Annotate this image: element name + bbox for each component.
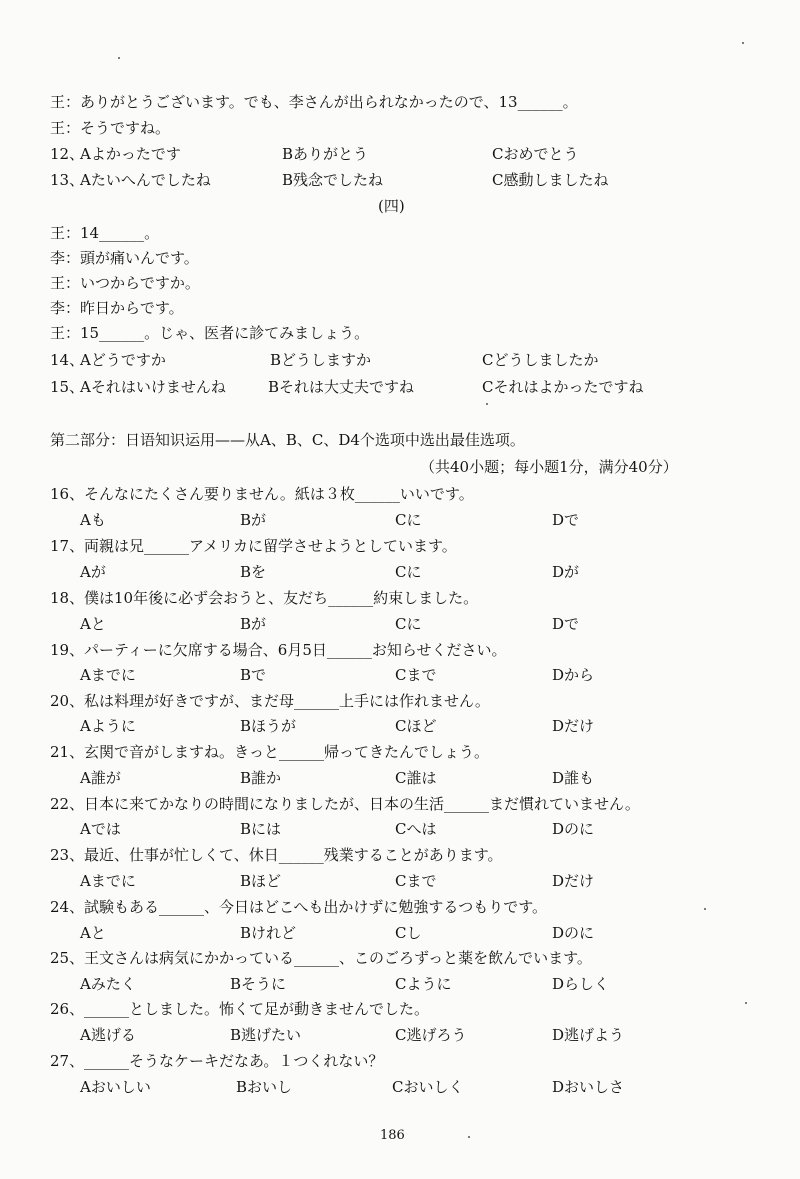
question-text: 日本に来てかなりの時間になりましたが、日本の生活______まだ慣れていません。 (84, 795, 640, 813)
option-b: Bどうしますか (270, 351, 372, 369)
option-b: Bそうに (230, 975, 287, 993)
options-row (0, 714, 800, 738)
options-row (0, 869, 800, 893)
question-text: 王文さんは病気にかかっている______、このごろずっと薬を飲んでいます。 (84, 949, 592, 967)
option-a: Aまでに (80, 872, 136, 890)
option-c: Cどうしましたか (482, 351, 599, 369)
question-number: 24、 (50, 898, 85, 916)
question-stem (0, 792, 800, 816)
question-stem (0, 586, 800, 610)
option-d: Dおいしさ (552, 1078, 625, 1096)
option-b: Bありがとう (282, 145, 369, 163)
option-a: Aたいへんでしたね (80, 171, 211, 189)
question-stem (0, 946, 800, 970)
question-text: 試験もある______、今日はどこへも出かけずに勉強するつもりです。 (84, 898, 548, 916)
option-c: Cまで (395, 666, 437, 684)
question-number: 12、 (50, 145, 85, 163)
options-row (0, 663, 800, 687)
question-stem (0, 638, 800, 662)
question-number: 21、 (50, 743, 85, 761)
option-c: Cに (395, 615, 422, 633)
scan-speck (118, 57, 120, 59)
speaker-label: 李： (50, 249, 81, 267)
question-stem (0, 1049, 800, 1073)
part-heading-row (0, 428, 800, 452)
option-d: Dで (552, 511, 580, 529)
option-d: Dで (552, 615, 580, 633)
option-b: Bほど (240, 872, 282, 890)
option-c: C逃げろう (395, 1026, 467, 1044)
part-title: 第二部分：日语知识运用——从A、B、C、D4个选项中选出最佳选项。 (50, 431, 525, 449)
option-c: Cへは (395, 820, 437, 838)
question-stem (0, 534, 800, 558)
option-d: Dだけ (552, 717, 595, 735)
question-number: 19、 (50, 641, 85, 659)
question-number: 20、 (50, 692, 85, 710)
question-number: 25、 (50, 949, 85, 967)
dialogue-text: ありがとうございます。でも、李さんが出られなかったので、13______。 (80, 93, 578, 111)
speaker-label: 王： (50, 324, 81, 342)
dialogue-line (0, 246, 800, 270)
scan-speck (486, 403, 488, 405)
option-a: Aみたく (80, 975, 136, 993)
option-c: C誰は (395, 769, 437, 787)
speaker-label: 王： (50, 274, 81, 292)
part-score-note: （共40小题；每小题1分，满分40分） (420, 458, 678, 476)
option-a: A誰が (80, 769, 121, 787)
question-row (0, 348, 800, 372)
dialogue-text: いつからですか。 (80, 274, 200, 292)
option-b: Bそれは大丈夫ですね (268, 378, 415, 396)
option-a: Aと (80, 924, 106, 942)
option-b: B逃げたい (230, 1026, 302, 1044)
dialogue-line (0, 116, 800, 140)
question-stem (0, 740, 800, 764)
options-row (0, 817, 800, 841)
question-text: 両親は兄______アメリカに留学させようとしています。 (84, 537, 457, 555)
option-a: Aよかったです (80, 145, 181, 163)
question-text: 私は料理が好きですが、まだ母______上手には作れません。 (84, 692, 490, 710)
option-c: Cに (395, 563, 422, 581)
speaker-label: 王： (50, 119, 81, 137)
option-c: Cほど (395, 717, 437, 735)
dialogue-line (0, 271, 800, 295)
options-row (0, 612, 800, 636)
question-stem (0, 895, 800, 919)
question-number: 23、 (50, 846, 85, 864)
option-b: Bを (240, 563, 267, 581)
option-b: B残念でしたね (282, 171, 384, 189)
option-b: Bが (240, 511, 267, 529)
options-row (0, 1023, 800, 1047)
speaker-label: 李： (50, 299, 81, 317)
option-d: D逃げよう (552, 1026, 625, 1044)
option-d: Dだけ (552, 872, 595, 890)
option-b: B誰か (240, 769, 282, 787)
option-a: Aも (80, 511, 106, 529)
question-number: 14、 (50, 351, 85, 369)
dialogue-line (0, 90, 800, 114)
option-c: Cに (395, 511, 422, 529)
option-a: Aそれはいけませんね (80, 378, 226, 396)
option-a: Aまでに (80, 666, 136, 684)
dialogue-text: 昨日からです。 (80, 299, 184, 317)
question-text: パーティーに欠席する場合、6月5日______お知らせください。 (84, 641, 507, 659)
option-b: Bけれど (240, 924, 297, 942)
question-number: 22、 (50, 795, 85, 813)
dialogue-text: そうですね。 (80, 119, 171, 137)
question-text: 玄関で音がしますね。きっと______帰ってきたんでしょう。 (84, 743, 490, 761)
option-c: Cそれはよかったですね (482, 378, 644, 396)
option-c: C感動しましたね (492, 171, 609, 189)
option-c: Cし (395, 924, 422, 942)
option-d: Dらしく (552, 975, 610, 993)
option-d: D誰も (552, 769, 595, 787)
option-a: Aと (80, 615, 106, 633)
options-row (0, 508, 800, 532)
question-stem (0, 689, 800, 713)
question-number: 27、 (50, 1052, 85, 1070)
section-heading-row (0, 194, 800, 218)
dialogue-text: 頭が痛いんです。 (80, 249, 199, 267)
option-b: Bで (240, 666, 267, 684)
options-row (0, 972, 800, 996)
options-row (0, 766, 800, 790)
dialogue-line (0, 321, 800, 345)
option-b: Bには (240, 820, 282, 838)
options-row (0, 560, 800, 584)
option-a: A逃げる (80, 1026, 136, 1044)
question-stem (0, 997, 800, 1021)
option-c: Cおめでとう (492, 145, 579, 163)
question-text: ______としました。怖くて足が動きませんでした。 (84, 1000, 430, 1018)
option-d: Dから (552, 666, 595, 684)
part-note-row (0, 455, 800, 479)
option-d: Dが (552, 563, 580, 581)
question-number: 18、 (50, 589, 85, 607)
section-title: (四) (378, 197, 405, 215)
option-a: Aように (80, 717, 136, 735)
page-footer (0, 1124, 800, 1148)
option-a: Aおいしい (80, 1078, 151, 1096)
question-row (0, 168, 800, 192)
question-number: 15、 (50, 378, 85, 396)
scan-speck (742, 42, 744, 44)
question-stem (0, 843, 800, 867)
question-stem (0, 482, 800, 506)
question-number: 16、 (50, 485, 85, 503)
option-a: Aでは (80, 820, 121, 838)
question-text: 僕は10年後に必ず会おうと、友だち______約束しました。 (84, 589, 479, 607)
question-row (0, 142, 800, 166)
dialogue-text: 15______。じゃ、医者に診てみましょう。 (80, 324, 370, 342)
option-a: Aが (80, 563, 106, 581)
options-row (0, 1075, 800, 1099)
option-b: Bほうが (240, 717, 297, 735)
question-row (0, 375, 800, 399)
question-number: 26、 (50, 1000, 85, 1018)
option-c: Cおいしく (392, 1078, 464, 1096)
speaker-label: 王： (50, 224, 81, 242)
option-d: Dのに (552, 924, 595, 942)
dialogue-line (0, 296, 800, 320)
option-b: Bおいし (236, 1078, 293, 1096)
scan-speck (704, 908, 706, 910)
question-number: 13、 (50, 171, 85, 189)
speaker-label: 王： (50, 93, 81, 111)
question-number: 17、 (50, 537, 85, 555)
option-c: Cように (395, 975, 452, 993)
question-text: そんなにたくさん要りません。紙は３枚______いいです。 (84, 485, 474, 503)
options-row (0, 921, 800, 945)
option-d: Dのに (552, 820, 595, 838)
dialogue-text: 14______。 (80, 224, 160, 242)
page-number: 186 (380, 1128, 405, 1143)
option-c: Cまで (395, 872, 437, 890)
scan-speck (745, 1002, 747, 1004)
dialogue-line (0, 221, 800, 245)
question-text: 最近、仕事が忙しくて、休日______残業することがあります。 (84, 846, 503, 864)
option-b: Bが (240, 615, 267, 633)
scan-speck (468, 1136, 470, 1138)
option-a: Aどうですか (80, 351, 166, 369)
question-text: ______そうなケーキだなあ。１つくれない？ (84, 1052, 384, 1070)
